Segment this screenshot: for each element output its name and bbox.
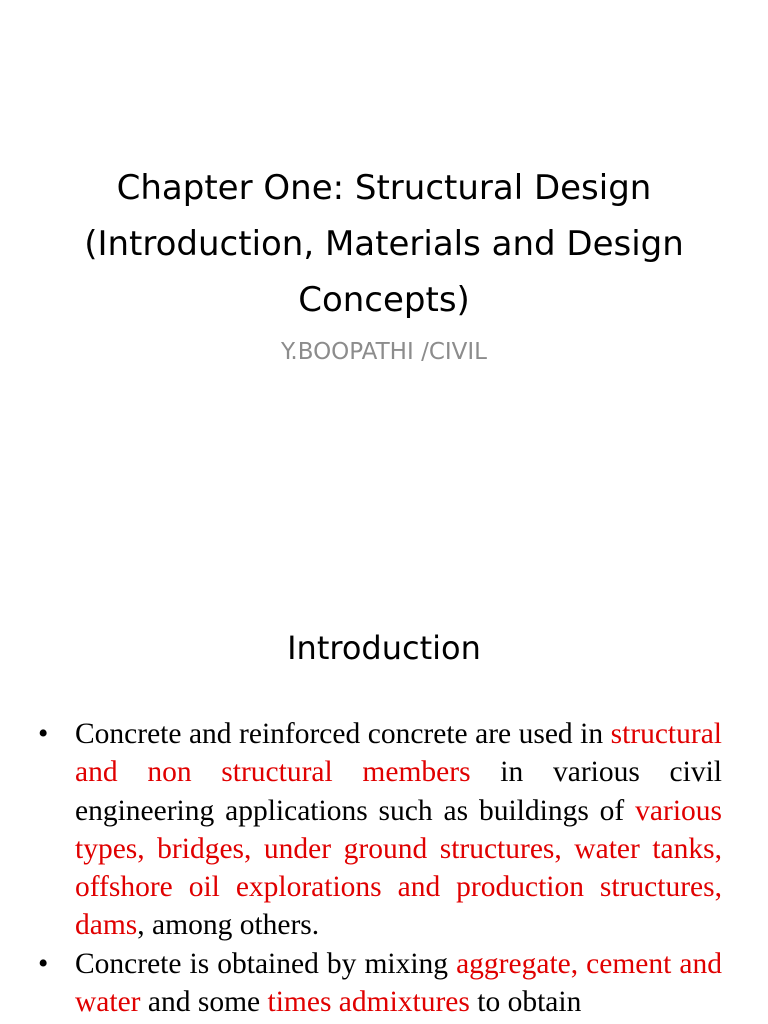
- bullet-icon: •: [38, 947, 49, 980]
- bullet-text-segment: and some: [140, 986, 268, 1019]
- bullet-text-segment: Concrete and reinforced concrete are used in: [75, 718, 611, 750]
- highlighted-text-segment: various types, bridges, under ground structures, water tanks, offshore oil explorations and production structures, dams: [75, 794, 722, 942]
- highlighted-text-segment: structural and non structural members: [75, 718, 722, 789]
- bullet-text-segment: , among others.: [137, 909, 320, 942]
- bullet-icon: •: [38, 718, 49, 750]
- bullet-list: [38, 715, 722, 1021]
- bullet-text-segment: to obtain: [469, 986, 582, 1019]
- bullet-text-segment: Concrete is obtained by mixing: [75, 947, 457, 980]
- slide-subtitle: Y.BOOPATHI /CIVIL: [281, 339, 487, 365]
- highlighted-text-segment: times admixtures: [267, 986, 470, 1019]
- section-heading: Introduction: [287, 629, 481, 667]
- bullet-item: [38, 945, 722, 1022]
- slide-title: Chapter One: Structural Design (Introduction, Materials and Design Concepts): [84, 168, 684, 320]
- bullet-item: [38, 715, 722, 945]
- bullet-text-segment: in various civil engineering applications such as buildings of: [75, 756, 722, 827]
- highlighted-text-segment: aggregate, cement and water: [75, 947, 722, 1019]
